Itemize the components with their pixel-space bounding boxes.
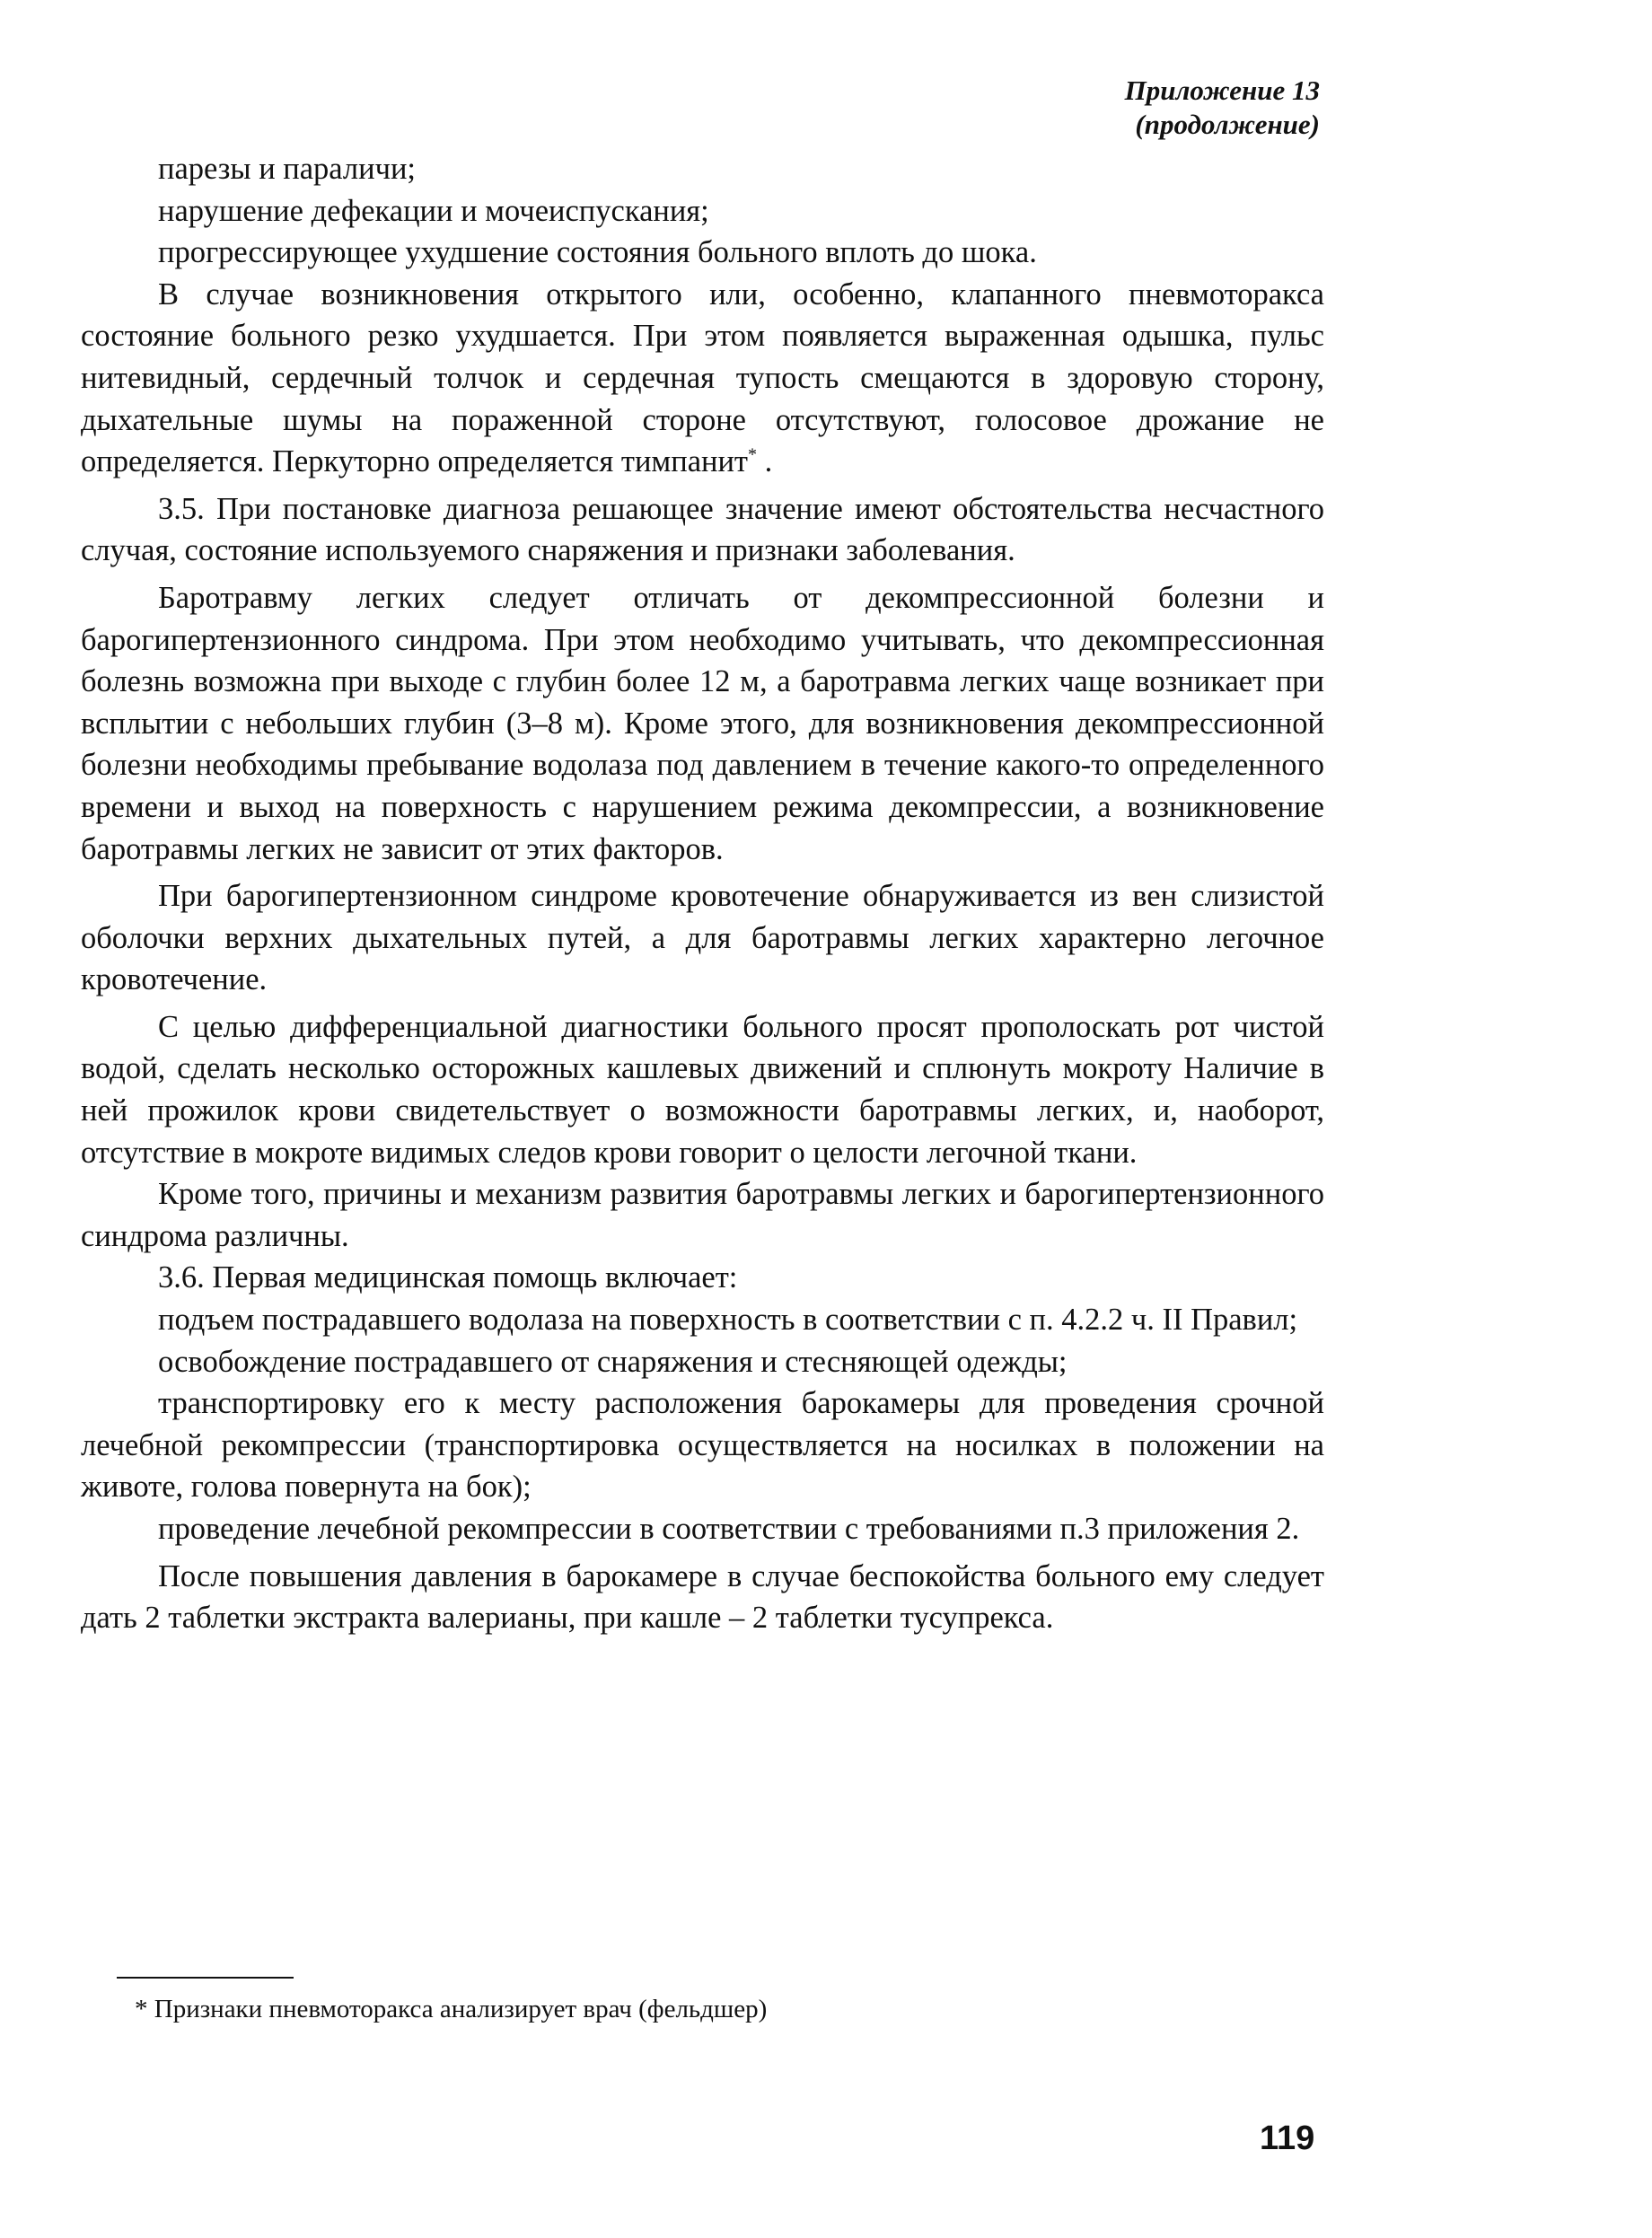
paragraph: нарушение дефекации и мочеиспускания; <box>158 193 709 228</box>
paragraph: парезы и параличи; <box>158 152 417 186</box>
body-text <box>81 148 1324 1639</box>
paragraph: При барогипертензионном синдроме кровотечение обнаруживается из вен слизистой оболочки верхних дыхательных путей, а для баротравмы легких характерно легочное кровотечение. <box>81 879 1324 997</box>
footnote-divider <box>117 1977 294 1979</box>
footnote-reference: * <box>748 444 758 465</box>
paragraph: транспортировку его к месту расположения барокамеры для проведения срочной лечебной рекомпрессии (транспортировка осуществляется на носилках в положении на животе, голова повернута на бок); <box>81 1386 1324 1505</box>
appendix-title: Приложение 13 <box>1124 75 1320 106</box>
paragraph: проведение лечебной рекомпрессии в соответствии с требованиями п.3 приложения 2. <box>158 1512 1300 1546</box>
paragraph: Баротравму легких следует отличать от декомпрессионной болезни и барогипертензионного синдрома. При этом необходимо учитывать, что декомпрессионная болезнь возможна при выходе с глубин более 12 м, а баротравма легких чаще возникает при всплытии с небольших глубин (3–8 м). Кроме этого, для возникновения декомпрессионной болезни необходимы пребывание водолаза под давлением в течение какого-то определенного времени и выход на поверхность с нарушением режима декомпрессии, а возникновение баротравмы легких не зависит от этих факторов. <box>81 580 1324 866</box>
footnote-marker: * <box>135 1995 148 2023</box>
paragraph: подъем пострадавшего водолаза на поверхность в соответствии с п. 4.2.2 ч. II Правил; <box>158 1303 1298 1338</box>
paragraph: С целью дифференциальной диагностики больного просят прополоскать рот чистой водой, сделать несколько осторожных кашлевых движений и сплюнуть мокроту Наличие в ней прожилок крови свидетельствует о возможности баротравмы легких, и, наоборот, отсутствие в мокроте видимых следов крови говорит о целости легочной ткани. <box>81 1009 1324 1170</box>
paragraph: прогрессирующее ухудшение состояния больного вплоть до шока. <box>158 235 1037 270</box>
paragraph-text: В случае возникновения открытого или, особенно, клапанного пневмоторакса состояние больного резко ухудшается. При этом появляется выраженная одышка, пульс нитевидный, сердечный толчок и сердечная тупость смещаются в здоровую сторону, дыхательные шумы на пораженной стороне отсутствуют, голосовое дрожание не определяется. Перкуторно определяется тимпанит <box>81 276 1324 479</box>
footnote <box>135 1993 767 2025</box>
paragraph: 3.5. При постановке диагноза решающее значение имеют обстоятельства несчастного случая, состояние используемого снаряжения и признаки заболевания. <box>81 491 1324 568</box>
paragraph: 3.6. Первая медицинская помощь включает: <box>158 1260 738 1295</box>
appendix-continued: (продолжение) <box>1135 109 1320 140</box>
paragraph <box>81 274 1324 483</box>
page-number: 119 <box>1260 2120 1315 2157</box>
paragraph-end: . <box>764 444 773 479</box>
footnote-text: Признаки пневмоторакса анализирует врач (фельдшер) <box>154 1995 768 2023</box>
appendix-header <box>1125 74 1320 142</box>
paragraph: После повышения давления в барокамере в случае беспокойства больного ему следует дать 2 таблетки экстракта валерианы, при кашле – 2 таблетки тусупрекса. <box>81 1558 1324 1636</box>
paragraph: освобождение пострадавшего от снаряжения и стесняющей одежды; <box>158 1344 1068 1379</box>
paragraph: Кроме того, причины и механизм развития баротравмы легких и барогипертензионного синдрома различны. <box>81 1177 1324 1253</box>
